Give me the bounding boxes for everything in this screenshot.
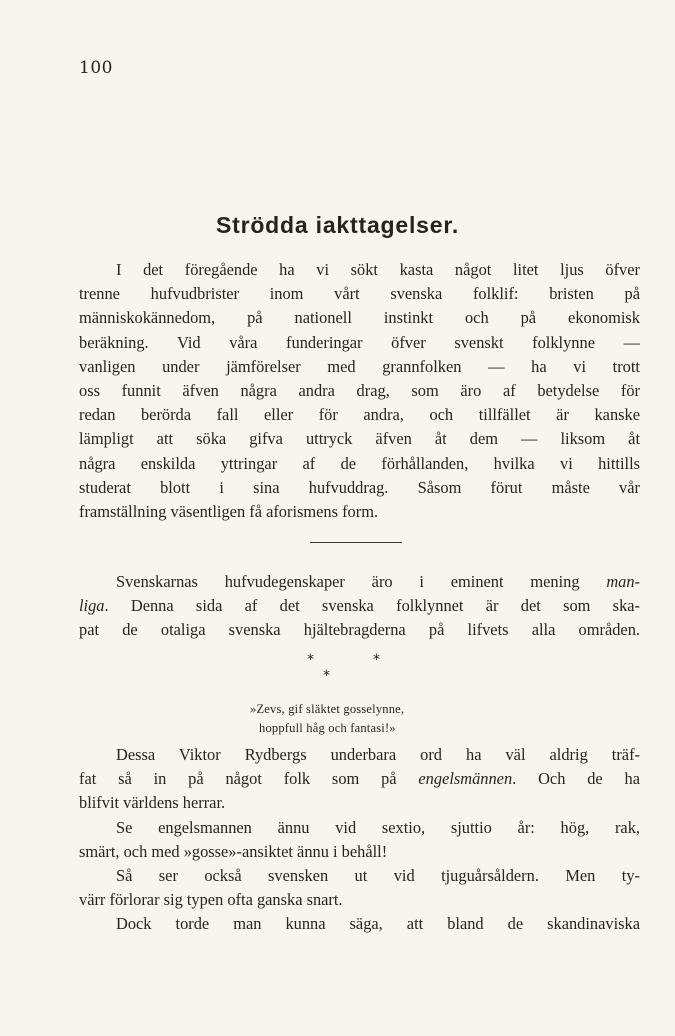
text-line [79,594,640,618]
text-line [79,767,640,791]
text-line: redan berörda fall eller för andra, och tillfället är kanske [79,405,640,425]
section-title: Strödda iakttagelser. [215,212,460,238]
italic-text: liga [79,596,105,616]
asterisk-icon: * [323,668,330,684]
italic-text: man- [606,572,640,591]
text-run: fat så in på något folk som på [79,769,419,789]
section-divider [310,542,402,543]
text-line: värr förlorar sig typen ofta ganska snart. [79,890,343,910]
text-run: Svenskarnas hufvudegenskaper äro i eminent mening [116,572,607,591]
text-line: smärt, och med »gosse»-ansiktet ännu i behåll! [79,841,388,861]
asterisk-icon: * [307,652,314,668]
text-line: beräkning. Vid våra funderingar öfver svenskt folklynne — [79,332,640,352]
text-line: Så ser också svensken ut vid tjuguårsåldern. Men ty- [116,865,640,885]
text-line: Dock torde man kunna säga, att bland de skandinaviska [116,914,640,934]
text-run: . Och de ha [512,769,640,789]
paragraph-manliness [79,570,640,643]
asterisk-icon: * [373,652,380,668]
asterism [0,650,675,690]
text-line: oss funnit äfven några andra drag, som äro af betydelse för [79,380,640,400]
text-line: Se engelsmannen ännu vid sextio, sjuttio år: hög, rak, [116,817,640,837]
italic-text: engelsmännen [418,769,513,789]
text-line: Dessa Viktor Rydbergs underbara ord ha väl aldrig träf- [116,745,640,764]
text-line: blifvit världens herrar. [79,793,226,813]
paragraph-englishmen [79,743,640,937]
text-line: trenne hufvudbrister inom vårt svenska folklif: bristen på [79,284,640,304]
text-line: människokännedom, på nationell instinkt och på ekonomisk [79,308,640,328]
text-line: vanligen under jämförelser med grannfolken — ha vi trott [79,356,640,376]
verse-quote [250,700,404,737]
text-run: . Denna sida af det svenska folklynnet är det som ska- [104,596,640,616]
text-line: studerat blott i sina hufvuddrag. Såsom förut måste vår [79,477,640,497]
quote-line: »Zevs, gif släktet gosselynne, [250,702,405,716]
text-line: I det föregående ha vi sökt kasta något litet ljus öfver [116,260,640,279]
text-line: framställning väsentligen få aforismens form. [79,501,379,521]
text-line [79,570,640,594]
text-line: lämpligt att söka gifva uttryck äfven åt dem — liksom åt [79,429,640,449]
text-line: pat de otaliga svenska hjältebragderna på lifvets alla områden. [79,620,640,640]
page-number: 100 [79,58,113,78]
quote-line: hoppfull håg och fantasi!» [259,720,396,735]
paragraph-intro [79,258,640,524]
text-line: några enskilda yttringar af de förhållanden, hvilka vi hittills [79,453,640,473]
